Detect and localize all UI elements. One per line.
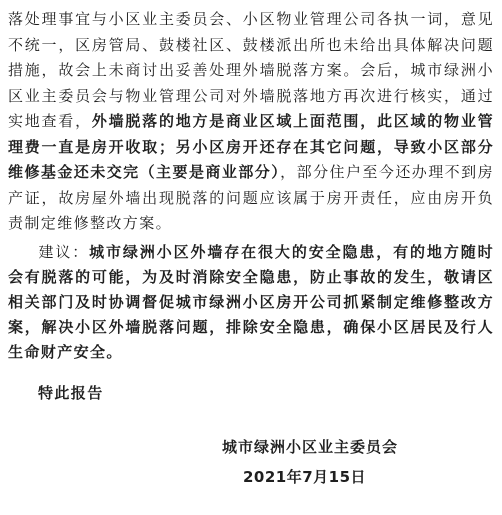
body-paragraph-1 [8,7,494,237]
signature-date: 2021年7月15日 [243,468,367,486]
suggestion-label: 建议： [38,242,90,261]
suggestion-paragraph [8,240,494,366]
closing-line: 特此报告 [38,383,104,402]
highlighted-finding: 外墙脱落的地方是商业区域上面范围，此区域的物业管理费一直是房开收取；另小区房开还存在其它问题，导致小区部分维修基金还未交完（主要是商业部分） [8,112,494,181]
paragraph-text: 落处理事宜与小区业主委员会、小区物业管理公司各执一词，意见不统一，区房管局、鼓楼社区、鼓楼派出所也未给出具体解决问题措施，故会上未商讨出妥善处理外墙脱落方案。会后，城市绿洲小区业主委员会与物业管理公司对外墙脱落地方再次进行核实，通过实地查看， [8,10,494,130]
signature: 城市绿洲小区业主委员会 [222,438,399,456]
paragraph-text: ，部分住户至今还办理不到房产证，故房屋外墙出现脱落的问题应该属于房开责任，应由房开负责制定维修整改方案。 [8,163,494,232]
suggestion-text: 城市绿洲小区外墙存在很大的安全隐患，有的地方随时会有脱落的可能，为及时消除安全隐患，防止事故的发生，敬请区相关部门及时协调督促城市绿洲小区房开公司抓紧制定维修整改方案，解决小区外墙脱落问题，排除安全隐患，确保小区居民及行人生命财产安全。 [8,242,494,362]
